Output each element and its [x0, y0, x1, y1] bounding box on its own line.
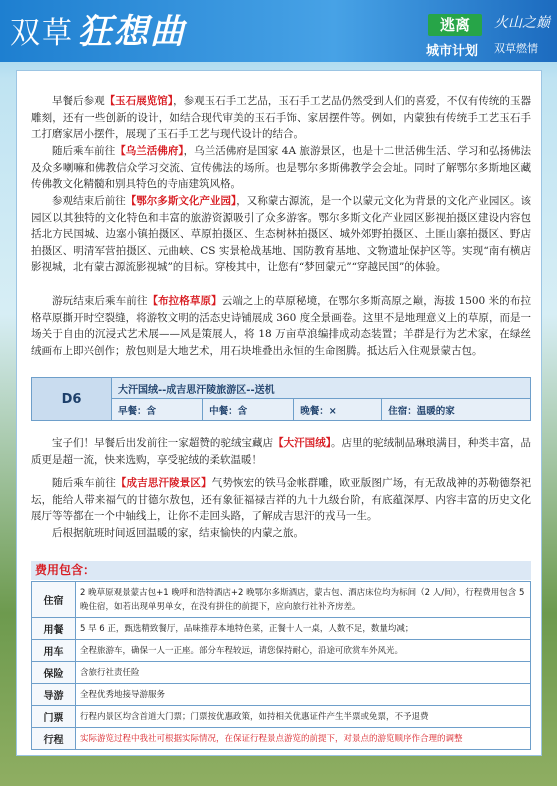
paragraph-culture-park: 参观结束后前往【鄂尔多斯文化产业园】，又称蒙古源流，是一个以蒙元文化为背景的文化产业园区。该园区以其独特的文化特色和丰富的旅游资源吸引了众多游客。鄂尔多斯文化产业园区影视拍摄区建设内容包括北方民国城、边塞小镇拍摄区、草原拍摄区、生态树林拍摄区、城外郊野拍摄区、土匪山寨拍摄区、野店拍摄区、明清军营拍摄区、元曲峡、CS 实景枪战基地、国防教育基地、文物遗址保护区等。实现“南有横店影视城，北有蒙古源流影视城”的目标。穿梭其中，让您有“梦回蒙元”“穿越民国”的体验。 — [31, 195, 532, 274]
meal-dinner: 晚餐：× — [294, 399, 382, 421]
highlight-culture-park: 【鄂尔多斯文化产业园】 — [125, 195, 237, 207]
fee-label: 住宿 — [32, 582, 76, 618]
fee-value: 2 晚草原观景蒙古包+1 晚呼和浩特酒店+2 晚鄂尔多斯酒店，蒙古包、酒店床位均为标间（2 人/间），行程费用包含 5 晚住宿，如若出现单男单女，在没有拼住的前提下，应向旅行社补齐房差。 — [76, 582, 531, 618]
fee-value: 5 早 6 正，甄选精致餐厅，品味推荐本地特色菜，正餐十人一桌，人数不足，数量均减； — [76, 618, 531, 640]
logo-volcano: 火山之巅 — [494, 15, 550, 31]
highlight-jade-museum: 【玉石展览馆】 — [104, 95, 174, 107]
highlight-camel-wool: 【大汗国绒】 — [273, 437, 332, 449]
fee-row-insurance — [32, 662, 531, 684]
badge-city-plan: 城市计划 — [426, 44, 479, 59]
fee-value: 含旅行社责任险 — [76, 662, 531, 684]
logo-passion: 双草燃情 — [494, 42, 538, 55]
fee-label: 保险 — [32, 662, 76, 684]
fee-row-itinerary — [32, 728, 531, 750]
meal-lunch: 中餐：含 — [203, 399, 294, 421]
highlight-genghis-mausoleum: 【成吉思汗陵景区】 — [115, 477, 212, 489]
fee-label: 门票 — [32, 706, 76, 728]
meal-breakfast: 早餐：含 — [112, 399, 203, 421]
fee-value: 实际游览过程中我社可根据实际情况，在保证行程景点游览的前提下，对景点的游览顺序作合理的调整 — [76, 728, 531, 750]
fee-label: 用车 — [32, 640, 76, 662]
fee-label: 行程 — [32, 728, 76, 750]
badge-escape: 逃离 — [428, 14, 482, 36]
fee-row-guide — [32, 684, 531, 706]
paragraph-camel-wool: 宝子们！早餐后出发前往一家超赞的驼绒宝藏店【大汗国绒】。店里的驼绒制品琳琅满目，种类丰富，品质更是超一流，快来选购，享受驼绒的柔软温暖！ — [31, 437, 532, 466]
paragraph-bulage-grassland: 游玩结束后乘车前往【布拉格草原】云端之上的草原秘境，在鄂尔多斯高原之巅，海拔 1500 米的布拉格草原撕开时空裂缝，将游牧文明的活态史诗铺展成 360 度全景画卷。这里不是地理意义上的草原，而是一场关于自由的沉浸式艺术展——风是策展人，将 18 万亩草浪编排成动态装置；羊群是行为艺术家，在绿丝绒画布上即兴创作；敖包则是大地艺术，用石块堆叠出永恒的生命图腾。抵达后入住观景蒙古包。 — [31, 295, 531, 357]
day-title: 大汗国绒--成吉思汗陵旅游区--送机 — [112, 378, 531, 399]
paragraph-genghis-mausoleum: 随后乘车前往【成吉思汗陵景区】气势恢宏的铁马金帐群雕，欧亚版图广场，有无敌战神的苏勒德祭祀坛，能给人带来福气的甘德尔敖包，还有象征福禄吉祥的九十九级台阶，有底蕴深厚、内容丰富的历史文化展厅等等都在一个中轴线上，让你不走回头路，了解成吉思汗的戎马一生。 — [31, 477, 532, 523]
highlight-wulan-temple: 【乌兰活佛府】 — [115, 145, 184, 157]
page-header — [0, 0, 557, 62]
paragraph-jade-museum: 早餐后参观【玉石展览馆】，参观玉石手工艺品，玉石手工艺品仍然受到人们的喜爱，不仅有传统的玉器雕刻，还有一些创新的设计，如结合现代审美的玉石手饰、家居摆件等。例如，内蒙独有传统手工艺玉石手工打磨家居小摆件，展现了玉石手工艺与现代设计的结合。 — [31, 95, 532, 141]
fee-value: 全程旅游车，确保一人一正座。部分车程较远，请您保持耐心，沿途可欣赏车外风光。 — [76, 640, 531, 662]
paragraph-wulan-temple: 随后乘车前往【乌兰活佛府】，乌兰活佛府是国家 4A 旅游景区，也是十二世活佛生活、学习和弘扬佛法及众多喇嘛和佛教信众学习交流、宣传佛法的场所。也是鄂尔多斯佛教学会会址。同时了解鄂尔多斯地区藏传佛教文化精髓和别具特色的寺庙建筑风格。 — [31, 145, 532, 191]
paragraph-return-home: 后根据航班时间返回温暖的家，结束愉快的内蒙之旅。 — [52, 527, 304, 539]
brand-logo-left: 双草 — [10, 16, 74, 51]
highlight-bulage-grassland: 【布拉格草原】 — [147, 295, 222, 307]
fee-section-title: 费用包含： — [31, 561, 531, 580]
itinerary-card — [16, 70, 542, 756]
fee-row-lodging — [32, 582, 531, 618]
fee-table — [31, 581, 531, 750]
day-number: D6 — [32, 378, 112, 421]
fee-row-transport — [32, 640, 531, 662]
fee-row-meals — [32, 618, 531, 640]
fee-value: 行程内景区均含首道大门票；门票按优惠政策，如持相关优惠证件产生半票或免票，不予退费 — [76, 706, 531, 728]
brand-logo-title: 狂想曲 — [78, 12, 186, 52]
fee-label: 导游 — [32, 684, 76, 706]
day-stay: 住宿：温暖的家 — [382, 399, 531, 421]
fee-value: 全程优秀地接导游服务 — [76, 684, 531, 706]
fee-row-tickets — [32, 706, 531, 728]
fee-label: 用餐 — [32, 618, 76, 640]
day-header-table — [31, 377, 531, 421]
